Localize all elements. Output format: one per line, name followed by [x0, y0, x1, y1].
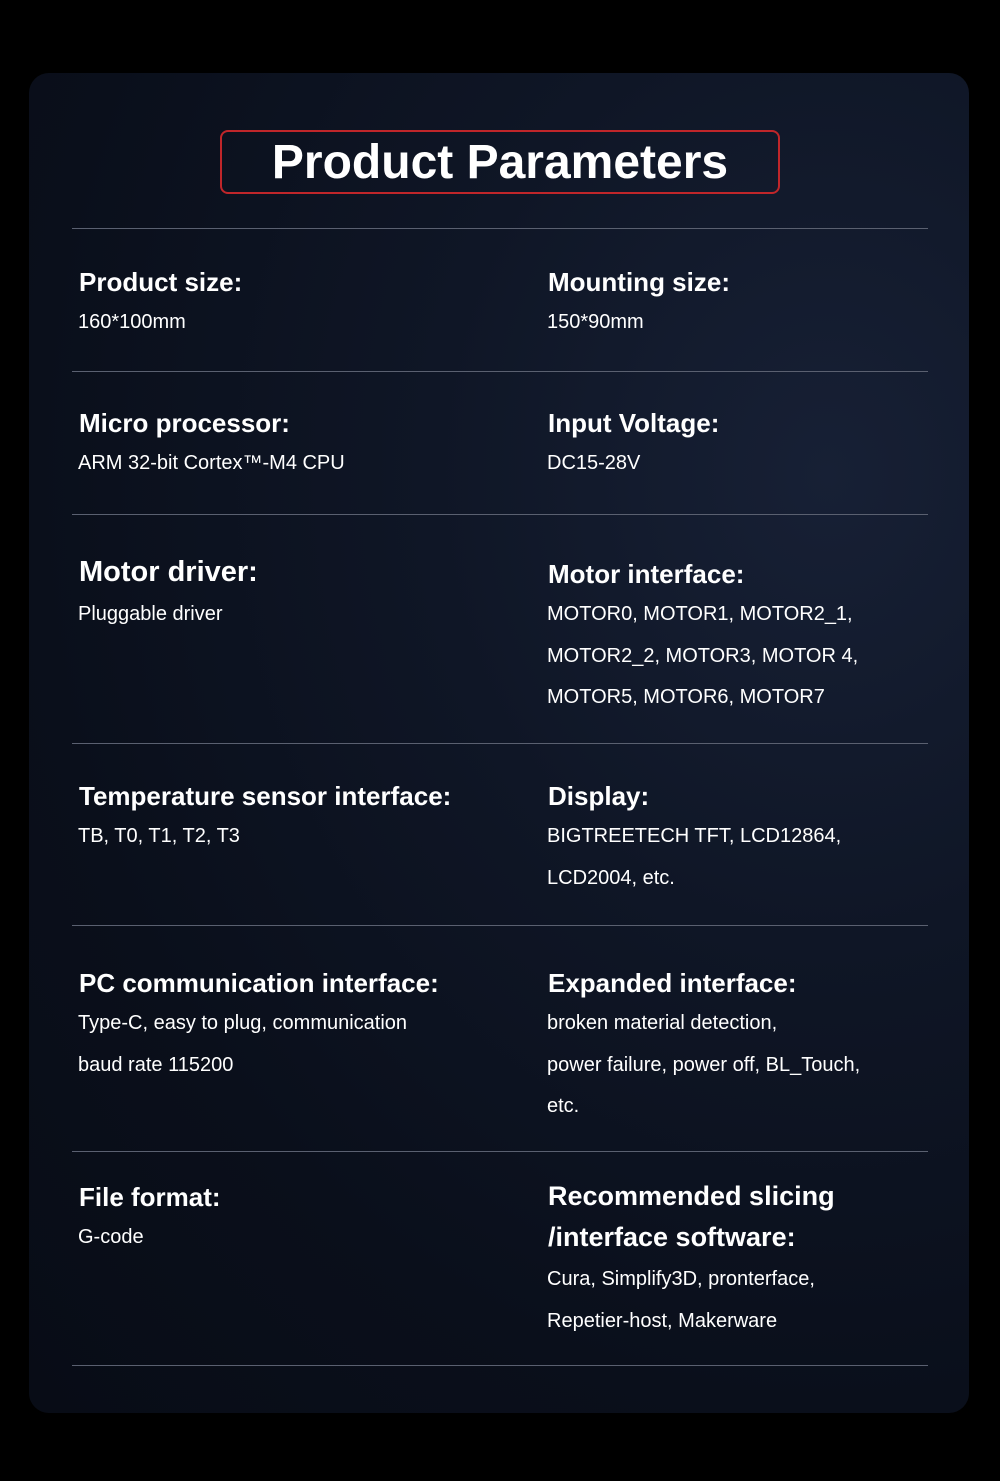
motor-interface-label: Motor interface:: [548, 559, 745, 589]
input-voltage-label: Input Voltage:: [548, 408, 720, 438]
display-value: BIGTREETECH TFT, LCD12864, LCD2004, etc.: [547, 825, 842, 889]
temperature-sensor-value: TB, T0, T1, T2, T3: [78, 825, 240, 847]
page-title: Product Parameters: [271, 135, 729, 189]
divider: [72, 1365, 928, 1366]
motor-interface-value: MOTOR0, MOTOR1, MOTOR2_1, MOTOR2_2, MOTOR3, MOTOR 4, MOTOR5, MOTOR6, MOTOR7: [547, 603, 859, 708]
mounting-size-value: 150*90mm: [547, 311, 644, 333]
divider: [72, 743, 928, 744]
divider: [72, 1151, 928, 1152]
expanded-interface-label: Expanded interface:: [548, 968, 797, 998]
divider: [72, 371, 928, 372]
product-size-value: 160*100mm: [78, 311, 186, 333]
pc-communication-value: Type-C, easy to plug, communication baud rate 115200: [78, 1012, 408, 1076]
file-format-label: File format:: [79, 1182, 221, 1212]
divider: [72, 925, 928, 926]
display-label: Display:: [548, 781, 650, 811]
file-format-value: G-code: [78, 1226, 144, 1248]
pc-communication-label: PC communication interface:: [79, 968, 439, 998]
expanded-interface-value: broken material detection, power failure, power off, BL_Touch, etc.: [547, 1012, 861, 1117]
recommended-software-label: Recommended slicing /interface software:: [548, 1181, 835, 1252]
title-box: [220, 130, 780, 194]
divider: [72, 514, 928, 515]
product-size-label: Product size:: [79, 267, 243, 297]
micro-processor-label: Micro processor:: [79, 408, 290, 438]
input-voltage-value: DC15-28V: [547, 452, 641, 474]
motor-driver-label: Motor driver:: [79, 556, 258, 588]
temperature-sensor-label: Temperature sensor interface:: [79, 781, 452, 811]
micro-processor-value: ARM 32-bit Cortex™-M4 CPU: [78, 452, 345, 474]
mounting-size-label: Mounting size:: [548, 267, 730, 297]
divider: [72, 228, 928, 229]
recommended-software-value: Cura, Simplify3D, pronterface, Repetier-host, Makerware: [547, 1268, 815, 1332]
motor-driver-value: Pluggable driver: [78, 603, 223, 625]
